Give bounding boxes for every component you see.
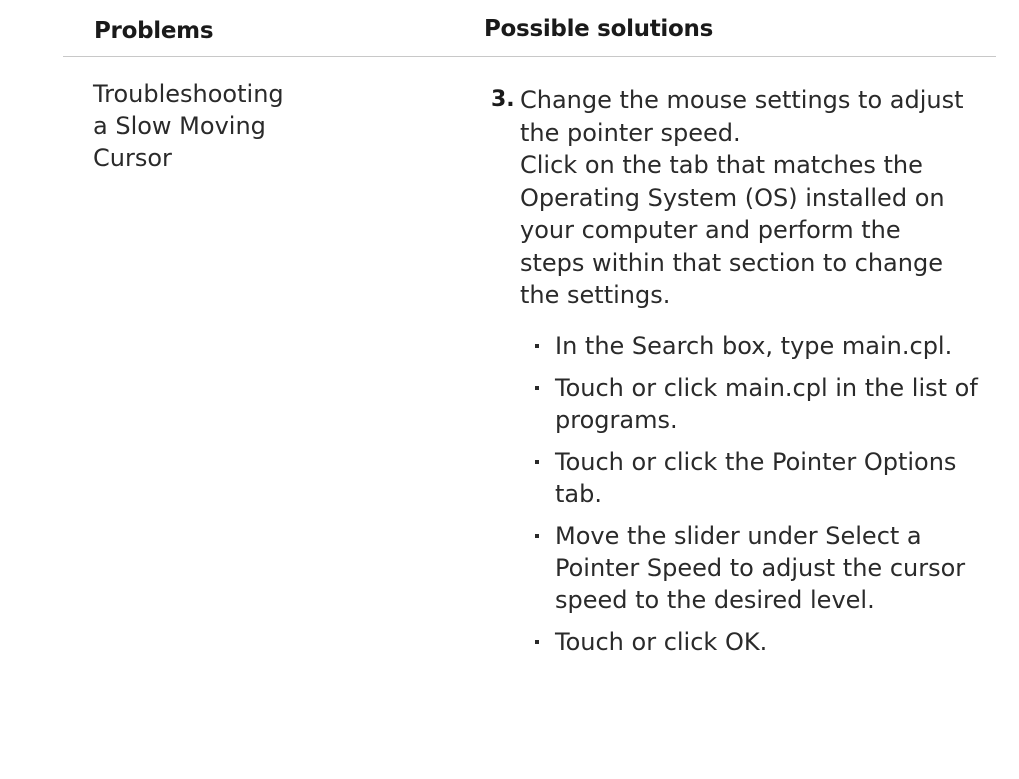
bullet-text: Move the slider under Select a Pointer Speed to adjust the cursor speed to the desired level. xyxy=(555,521,966,614)
bullet-icon xyxy=(535,640,539,644)
problem-title-line: a Slow Moving xyxy=(93,112,266,140)
step-number: 3. xyxy=(491,87,515,112)
bullet-text: In the Search box, type main.cpl. xyxy=(555,331,953,360)
bullet-text: Touch or click OK. xyxy=(555,627,768,656)
bullet-text: Touch or click main.cpl in the list of programs. xyxy=(555,373,978,434)
bullet-icon xyxy=(535,344,539,348)
step-paragraph: Click on the tab that matches the Operating System (OS) installed on your computer and perform the steps within that section to change the settings. xyxy=(520,151,945,309)
bullet-icon xyxy=(535,386,539,390)
bullet-list xyxy=(520,330,978,658)
list-item xyxy=(491,626,985,658)
list-item xyxy=(491,372,985,436)
bullet-icon xyxy=(535,460,539,464)
bullet-icon xyxy=(535,534,539,538)
solutions-column-heading: Possible solutions xyxy=(484,16,713,42)
list-item xyxy=(491,520,985,616)
step-paragraph: Change the mouse settings to adjust the pointer speed. xyxy=(520,86,964,147)
step-text xyxy=(520,84,978,658)
list-item xyxy=(491,330,985,362)
table-header xyxy=(63,0,996,57)
bullet-text: Touch or click the Pointer Options tab. xyxy=(555,447,957,508)
problem-title-line: Troubleshooting xyxy=(93,80,284,108)
solution-step xyxy=(491,84,991,668)
list-item xyxy=(491,446,985,510)
problem-title-line: Cursor xyxy=(93,144,172,172)
problem-title xyxy=(93,78,353,174)
problems-column-heading: Problems xyxy=(94,18,214,44)
